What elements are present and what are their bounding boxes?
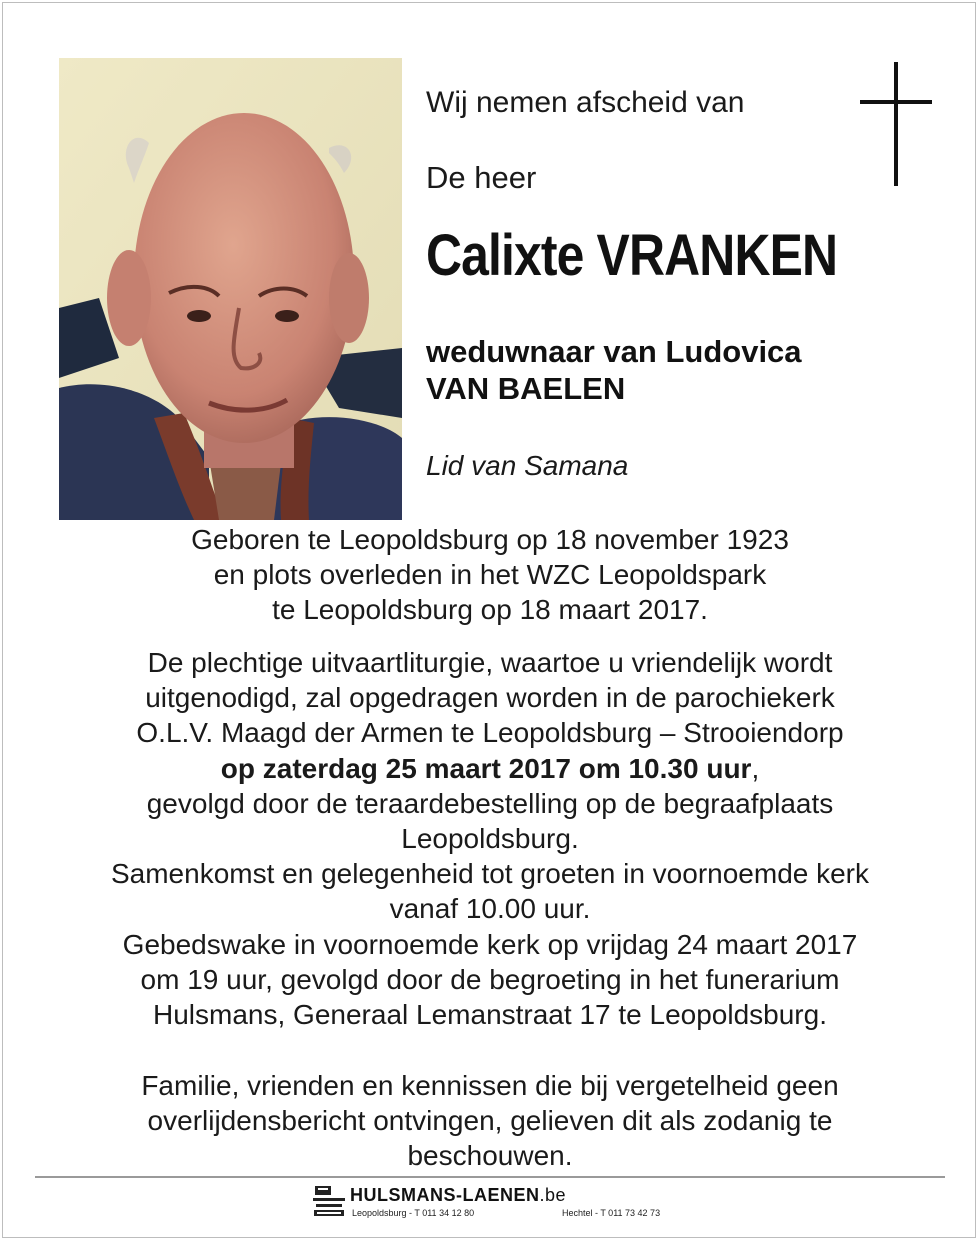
brand-text: HULSMANS-LAENEN <box>350 1185 540 1205</box>
widower-line-1: weduwnaar van Ludovica <box>426 334 802 369</box>
honorific: De heer <box>426 160 537 195</box>
service-date-line <box>40 751 940 786</box>
deceased-name: Calixte VRANKEN <box>426 223 838 288</box>
portrait-photo <box>59 58 402 520</box>
service-line: Samenkomst en gelegenheid tot groeten in voornoemde kerk <box>110 858 870 890</box>
family-line: beschouwen. <box>407 1140 573 1172</box>
service-line: Leopoldsburg. <box>401 823 579 855</box>
funeral-home-logo <box>312 1184 672 1224</box>
born-line: en plots overleden in het WZC Leopoldspark <box>213 559 767 591</box>
brand-tld: .be <box>539 1185 567 1205</box>
footer-divider <box>35 1176 945 1178</box>
widower-line-2: VAN BAELEN <box>426 371 626 406</box>
service-line: uitgenodigd, zal opgedragen worden in de parochiekerk <box>145 682 835 714</box>
service-line: O.L.V. Maagd der Armen te Leopoldsburg – Strooiendorp <box>136 717 844 749</box>
funeral-service-paragraph <box>40 645 940 1032</box>
service-date: op zaterdag 25 maart 2017 om 10.30 uur <box>220 752 752 784</box>
intro-text: Wij nemen afscheid van <box>426 86 745 119</box>
service-line: Hulsmans, Generaal Lemanstraat 17 te Leopoldsburg. <box>153 999 827 1031</box>
born-line: te Leopoldsburg op 18 maart 2017. <box>272 594 708 626</box>
service-line: De plechtige uitvaartliturgie, waartoe u vriendelijk wordt <box>147 647 833 678</box>
service-line: om 19 uur, gevolgd door de begroeting in het funerarium <box>140 963 840 995</box>
service-line: vanaf 10.00 uur. <box>389 893 591 925</box>
location-leopoldsburg: Leopoldsburg - T 011 34 12 80 <box>352 1208 475 1218</box>
cross-icon <box>858 62 934 186</box>
membership: Lid van Samana <box>426 450 629 481</box>
service-date-suffix: , <box>751 752 760 784</box>
family-notice-paragraph <box>40 1068 940 1174</box>
location-hechtel: Hechtel - T 011 73 42 73 <box>562 1208 661 1218</box>
family-line: Familie, vrienden en kennissen die bij vergetelheid geen <box>141 1070 839 1101</box>
family-line: overlijdensbericht ontvingen, gelieven dit als zodanig te <box>147 1105 833 1137</box>
service-line: Gebedswake in voornoemde kerk op vrijdag 24 maart 2017 <box>122 928 858 960</box>
funeral-home-logo-icon <box>312 1184 346 1218</box>
born-line: Geboren te Leopoldsburg op 18 november 1923 <box>191 524 789 555</box>
brand-name <box>350 1185 566 1206</box>
birth-death-paragraph <box>40 522 940 628</box>
service-line: gevolgd door de teraardebestelling op de begraafplaats <box>146 787 834 819</box>
widower-of <box>426 333 946 407</box>
